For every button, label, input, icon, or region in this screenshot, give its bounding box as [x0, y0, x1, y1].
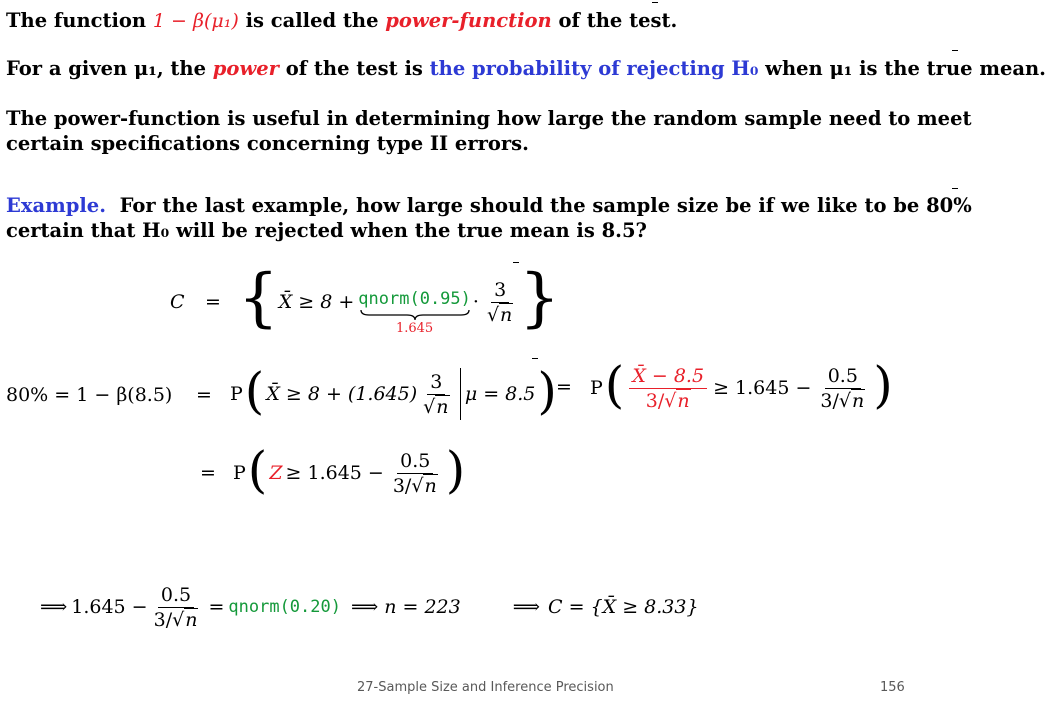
left-paren: (	[247, 441, 268, 499]
sqrt-arg: n	[185, 608, 198, 631]
sample-size-result: n = 223	[384, 596, 461, 618]
sqrt-arg: n	[500, 303, 513, 326]
text: is called the	[245, 9, 379, 32]
numerator: 0.5	[825, 365, 861, 389]
solution-line	[40, 582, 699, 632]
example-label: Example.	[6, 194, 106, 217]
dot-operator: ·	[472, 291, 479, 313]
sqrt-arg: n	[436, 395, 449, 418]
condition: μ = 8.5	[464, 383, 536, 405]
slide-footer-title: 27-Sample Size and Inference Precision	[357, 680, 614, 695]
z-variable: Z	[269, 462, 283, 484]
qnorm-095-code: qnorm(0.95)	[358, 288, 471, 309]
power-requirement: 80% = 1 − β(8.5)	[6, 384, 173, 406]
equals-sign: =	[556, 376, 572, 398]
left-brace: {	[238, 261, 279, 335]
denominator: 3/√n	[820, 389, 865, 412]
sqrt-arg: n	[424, 474, 437, 497]
equals-sign: =	[208, 596, 225, 618]
usefulness-paragraph	[6, 106, 972, 156]
probability-operator: P	[233, 462, 246, 484]
definition-line	[6, 8, 677, 34]
critical-region-symbol: C	[170, 291, 185, 313]
margin-tick	[652, 2, 658, 3]
text: when μ₁ is the true mean.	[765, 57, 1046, 80]
fraction	[151, 584, 202, 631]
implies-arrow: ⟹	[40, 596, 68, 618]
numerator: X̄ − 8.5	[629, 365, 707, 389]
left-paren: (	[604, 356, 625, 414]
example-paragraph	[6, 193, 972, 243]
standardized-fraction	[629, 365, 707, 412]
sqrt-arg: n	[851, 389, 865, 412]
critical-region-result: C = {X̄ ≥ 8.33}	[548, 596, 699, 618]
equals-sign: =	[196, 384, 212, 406]
probability-operator: P	[590, 377, 603, 399]
quantile-value: 1.645	[395, 320, 434, 336]
numerator: 3	[491, 279, 509, 303]
inequality: ≥ 1.645 −	[285, 462, 384, 484]
numerator: 3	[427, 371, 445, 395]
denominator: √n	[423, 395, 449, 418]
text: The function	[6, 9, 147, 32]
margin-tick	[532, 358, 538, 359]
denominator: 3/√n	[645, 389, 690, 412]
margin-tick	[952, 50, 958, 51]
right-brace: }	[519, 261, 561, 335]
equals-sign: =	[205, 291, 221, 313]
expression: 1.645 −	[71, 596, 148, 618]
power-function-term: power-function	[385, 9, 552, 32]
page-number: 156	[880, 680, 905, 695]
implies-arrow: ⟹	[512, 596, 540, 618]
equals-sign: =	[200, 462, 216, 484]
inequality: ≥ 1.645 −	[713, 377, 812, 399]
numerator: 0.5	[158, 584, 194, 608]
standardized-probability	[590, 356, 893, 420]
paragraph-line: The power-function is useful in determining how large the random sample need to meet	[6, 107, 972, 130]
power-definition-line	[6, 56, 1046, 81]
paragraph-line: For the last example, how large should the sample size be if we like to be 80%	[119, 194, 972, 217]
given-bar	[460, 368, 461, 420]
event-expression: X̄ ≥ 8 + (1.645)	[266, 383, 418, 405]
text: of the test is	[285, 57, 423, 80]
margin-tick	[952, 188, 958, 189]
denominator: √n	[486, 303, 513, 326]
qnorm-020-code: qnorm(0.20)	[228, 597, 341, 617]
fraction	[390, 450, 441, 497]
z-probability	[233, 441, 465, 505]
critical-region-set	[238, 262, 560, 342]
sqrt-arg: n	[677, 389, 690, 412]
fraction	[817, 365, 868, 412]
probability-operator: P	[230, 383, 243, 405]
text: of the test.	[558, 9, 678, 32]
numerator: 0.5	[397, 450, 433, 474]
text: For a given μ₁, the	[6, 57, 206, 80]
power-function-expression: 1 − β(μ₁)	[152, 10, 239, 32]
right-paren: )	[445, 441, 466, 499]
paragraph-line: certain specifications concerning type II errors.	[6, 132, 529, 155]
left-paren: (	[244, 362, 265, 420]
set-condition: X̄ ≥ 8 +	[278, 291, 355, 313]
fraction	[484, 279, 516, 326]
fraction	[420, 371, 452, 418]
denominator: 3/√n	[392, 474, 437, 497]
underbrace	[359, 309, 471, 321]
right-paren: )	[537, 362, 557, 420]
right-paren: )	[873, 356, 893, 414]
rejection-probability-phrase: the probability of rejecting H₀	[429, 57, 759, 80]
quantile-group	[358, 269, 471, 336]
power-term: power	[212, 57, 279, 80]
denominator: 3/√n	[153, 608, 198, 631]
implies-arrow: ⟹	[350, 596, 379, 618]
paragraph-line: certain that H₀ will be rejected when the true mean is 8.5?	[6, 219, 647, 242]
conditional-probability	[230, 362, 557, 426]
